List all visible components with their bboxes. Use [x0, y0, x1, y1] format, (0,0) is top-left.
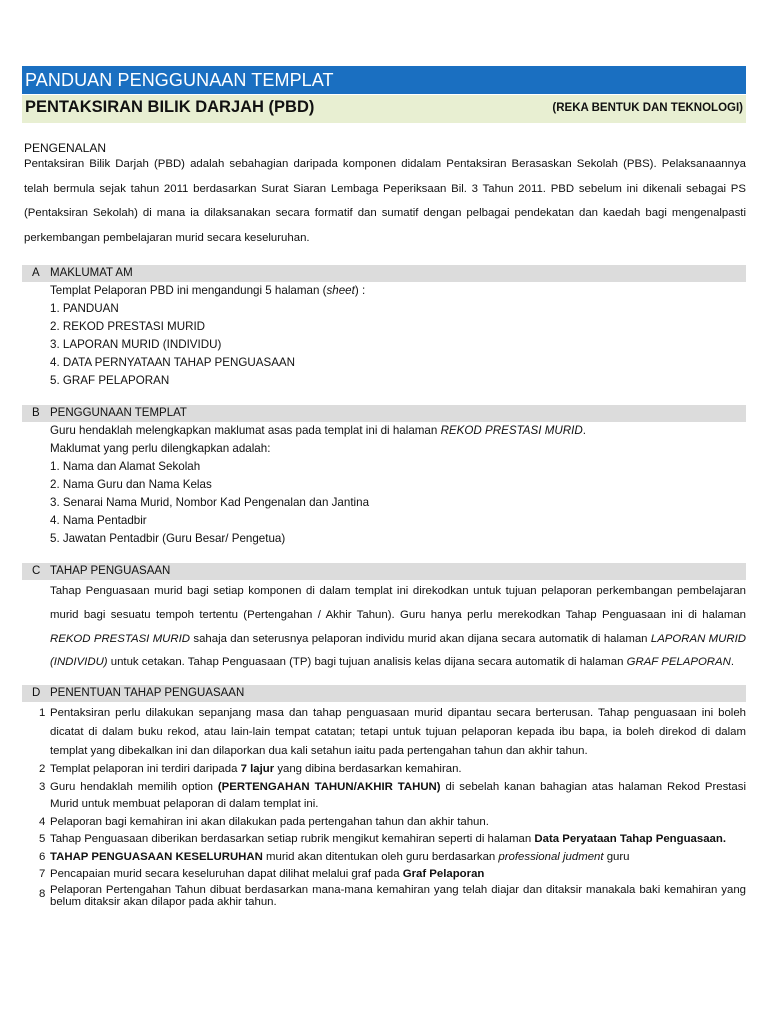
list-item: 6 TAHAP PENGUASAAN KESELURUHAN murid akan ditentukan oleh guru berdasarkan professional judment guru — [39, 850, 630, 863]
section-c-header — [22, 563, 746, 580]
section-title: PENENTUAN TAHAP PENGUASAAN — [50, 687, 245, 700]
list-item: 5 Tahap Penguasaan diberikan berdasarkan setiap rubrik mengikut kemahiran seperti di halaman Data Peryataan Tahap Penguasaan. — [39, 833, 726, 846]
guide-page — [22, 66, 746, 912]
list-item: 1. PANDUAN — [50, 302, 119, 315]
section-d-list — [22, 704, 746, 912]
page-title: PANDUAN PENGGUNAAN TEMPLAT — [22, 66, 746, 94]
section-letter: D — [32, 687, 41, 700]
section-c-paragraph: Tahap Penguasaan murid bagi setiap komponen di dalam templat ini direkodkan untuk tujuan pelaporan perkembangan pembelajaran murid bagi sesuatu tempoh tertentu (Pertengahan / Akhir Tahun). Guru hanya perlu merekodkan Tahap Penguasaan ini di halaman REKOD PRESTASI MURID sahaja dan seterusnya pelaporan individu murid akan dijana secara automatik di halaman LAPORAN MURID (INDIVIDU) untuk cetakan. Tahap Penguasaan (TP) bagi tujuan analisis kelas dijana secara automatik di halaman GRAF PELAPORAN. — [50, 585, 746, 669]
section-b-header — [22, 405, 746, 422]
list-item: 4 Pelaporan bagi kemahiran ini akan dilakukan pada pertengahan tahun dan akhir tahun. — [39, 815, 489, 828]
intro-paragraph: Pentaksiran Bilik Darjah (PBD) adalah sebahagian daripada komponen didalam Pentaksiran Berasaskan Sekolah (PBS). Pelaksanaannya telah bermula sejak tahun 2011 berdasarkan Surat Siaran Lembaga Peperiksaan Bil. 3 Tahun 2011. PBD sebelum ini dikenali sebagai PS (Pentaksiran Sekolah) di mana ia dilaksanakan secara formatif dan sumatif dengan pelbagai pendekatan dan kaedah bagi mengenalpasti perkembangan pembelajaran murid secara keseluruhan. — [24, 158, 746, 244]
list-item: 3. Senarai Nama Murid, Nombor Kad Pengenalan dan Jantina — [50, 496, 370, 509]
section-title: MAKLUMAT AM — [50, 267, 133, 279]
section-b-line1: Guru hendaklah melengkapkan maklumat asas pada templat ini di halaman REKOD PRESTASI MURID. — [50, 424, 586, 437]
section-title: TAHAP PENGUASAAN — [50, 565, 171, 577]
list-item: 3. LAPORAN MURID (INDIVIDU) — [50, 338, 222, 351]
list-item: 1 Pentaksiran perlu dilakukan sepanjang masa dan tahap penguasaan murid dipantau secara berterusan. Tahap penguasaan ini boleh dicatat di dalam buku rekod, atau lain-lain tempat catatan; tetapi untuk tujuan pelaporan kepada ibu bapa, ia boleh direkod di dalam templat yang dibekalkan ini dan dilaporkan dua kali setahun iaitu pada pertengahan tahun dan akhir tahun. — [39, 707, 746, 758]
section-b-body — [22, 422, 746, 548]
list-item: 4. Nama Pentadbir — [50, 514, 147, 527]
list-item: 5. GRAF PELAPORAN — [50, 374, 170, 387]
subtitle-bar — [22, 95, 746, 123]
section-b-line2: Maklumat yang perlu dilengkapkan adalah: — [50, 442, 271, 455]
list-item: 4. DATA PERNYATAAN TAHAP PENGUASAAN — [50, 356, 296, 369]
section-a-header — [22, 265, 746, 282]
section-a-lead: Templat Pelaporan PBD ini mengandungi 5 halaman (sheet) : — [50, 284, 366, 297]
list-item: 8 Pelaporan Pertengahan Tahun dibuat berdasarkan mana-mana kemahiran yang telah diajar dan ditaksir manakala baki kemahiran yang belum ditaksir akan dilapor pada akhir tahun. — [39, 883, 746, 908]
section-letter: A — [32, 267, 40, 279]
list-item: 3 Guru hendaklah memilih option (PERTENGAHAN TAHUN/AKHIR TAHUN) di sebelah kanan bahagian atas halaman Rekod Prestasi Murid untuk membuat pelaporan di dalam templat ini. — [39, 780, 746, 811]
section-a-body — [22, 282, 746, 390]
list-item: 1. Nama dan Alamat Sekolah — [50, 460, 201, 473]
section-title: PENGGUNAAN TEMPLAT — [50, 407, 187, 419]
list-item: 2 Templat pelaporan ini terdiri daripada 7 lajur yang dibina berdasarkan kemahiran. — [39, 763, 462, 776]
list-item: 2. Nama Guru dan Nama Kelas — [50, 478, 212, 491]
page-subtitle: PENTAKSIRAN BILIK DARJAH (PBD) — [25, 98, 315, 116]
section-letter: C — [32, 565, 41, 577]
section-letter: B — [32, 407, 40, 419]
list-item: 2. REKOD PRESTASI MURID — [50, 320, 206, 333]
list-item: 5. Jawatan Pentadbir (Guru Besar/ Pengetua) — [50, 532, 286, 545]
intro-heading: PENGENALAN — [24, 141, 107, 155]
list-item: 7 Pencapaian murid secara keseluruhan dapat dilihat melalui graf pada Graf Pelaporan — [39, 868, 485, 881]
subject-label: (REKA BENTUK DAN TEKNOLOGI) — [552, 102, 743, 114]
section-d-header — [22, 685, 746, 702]
